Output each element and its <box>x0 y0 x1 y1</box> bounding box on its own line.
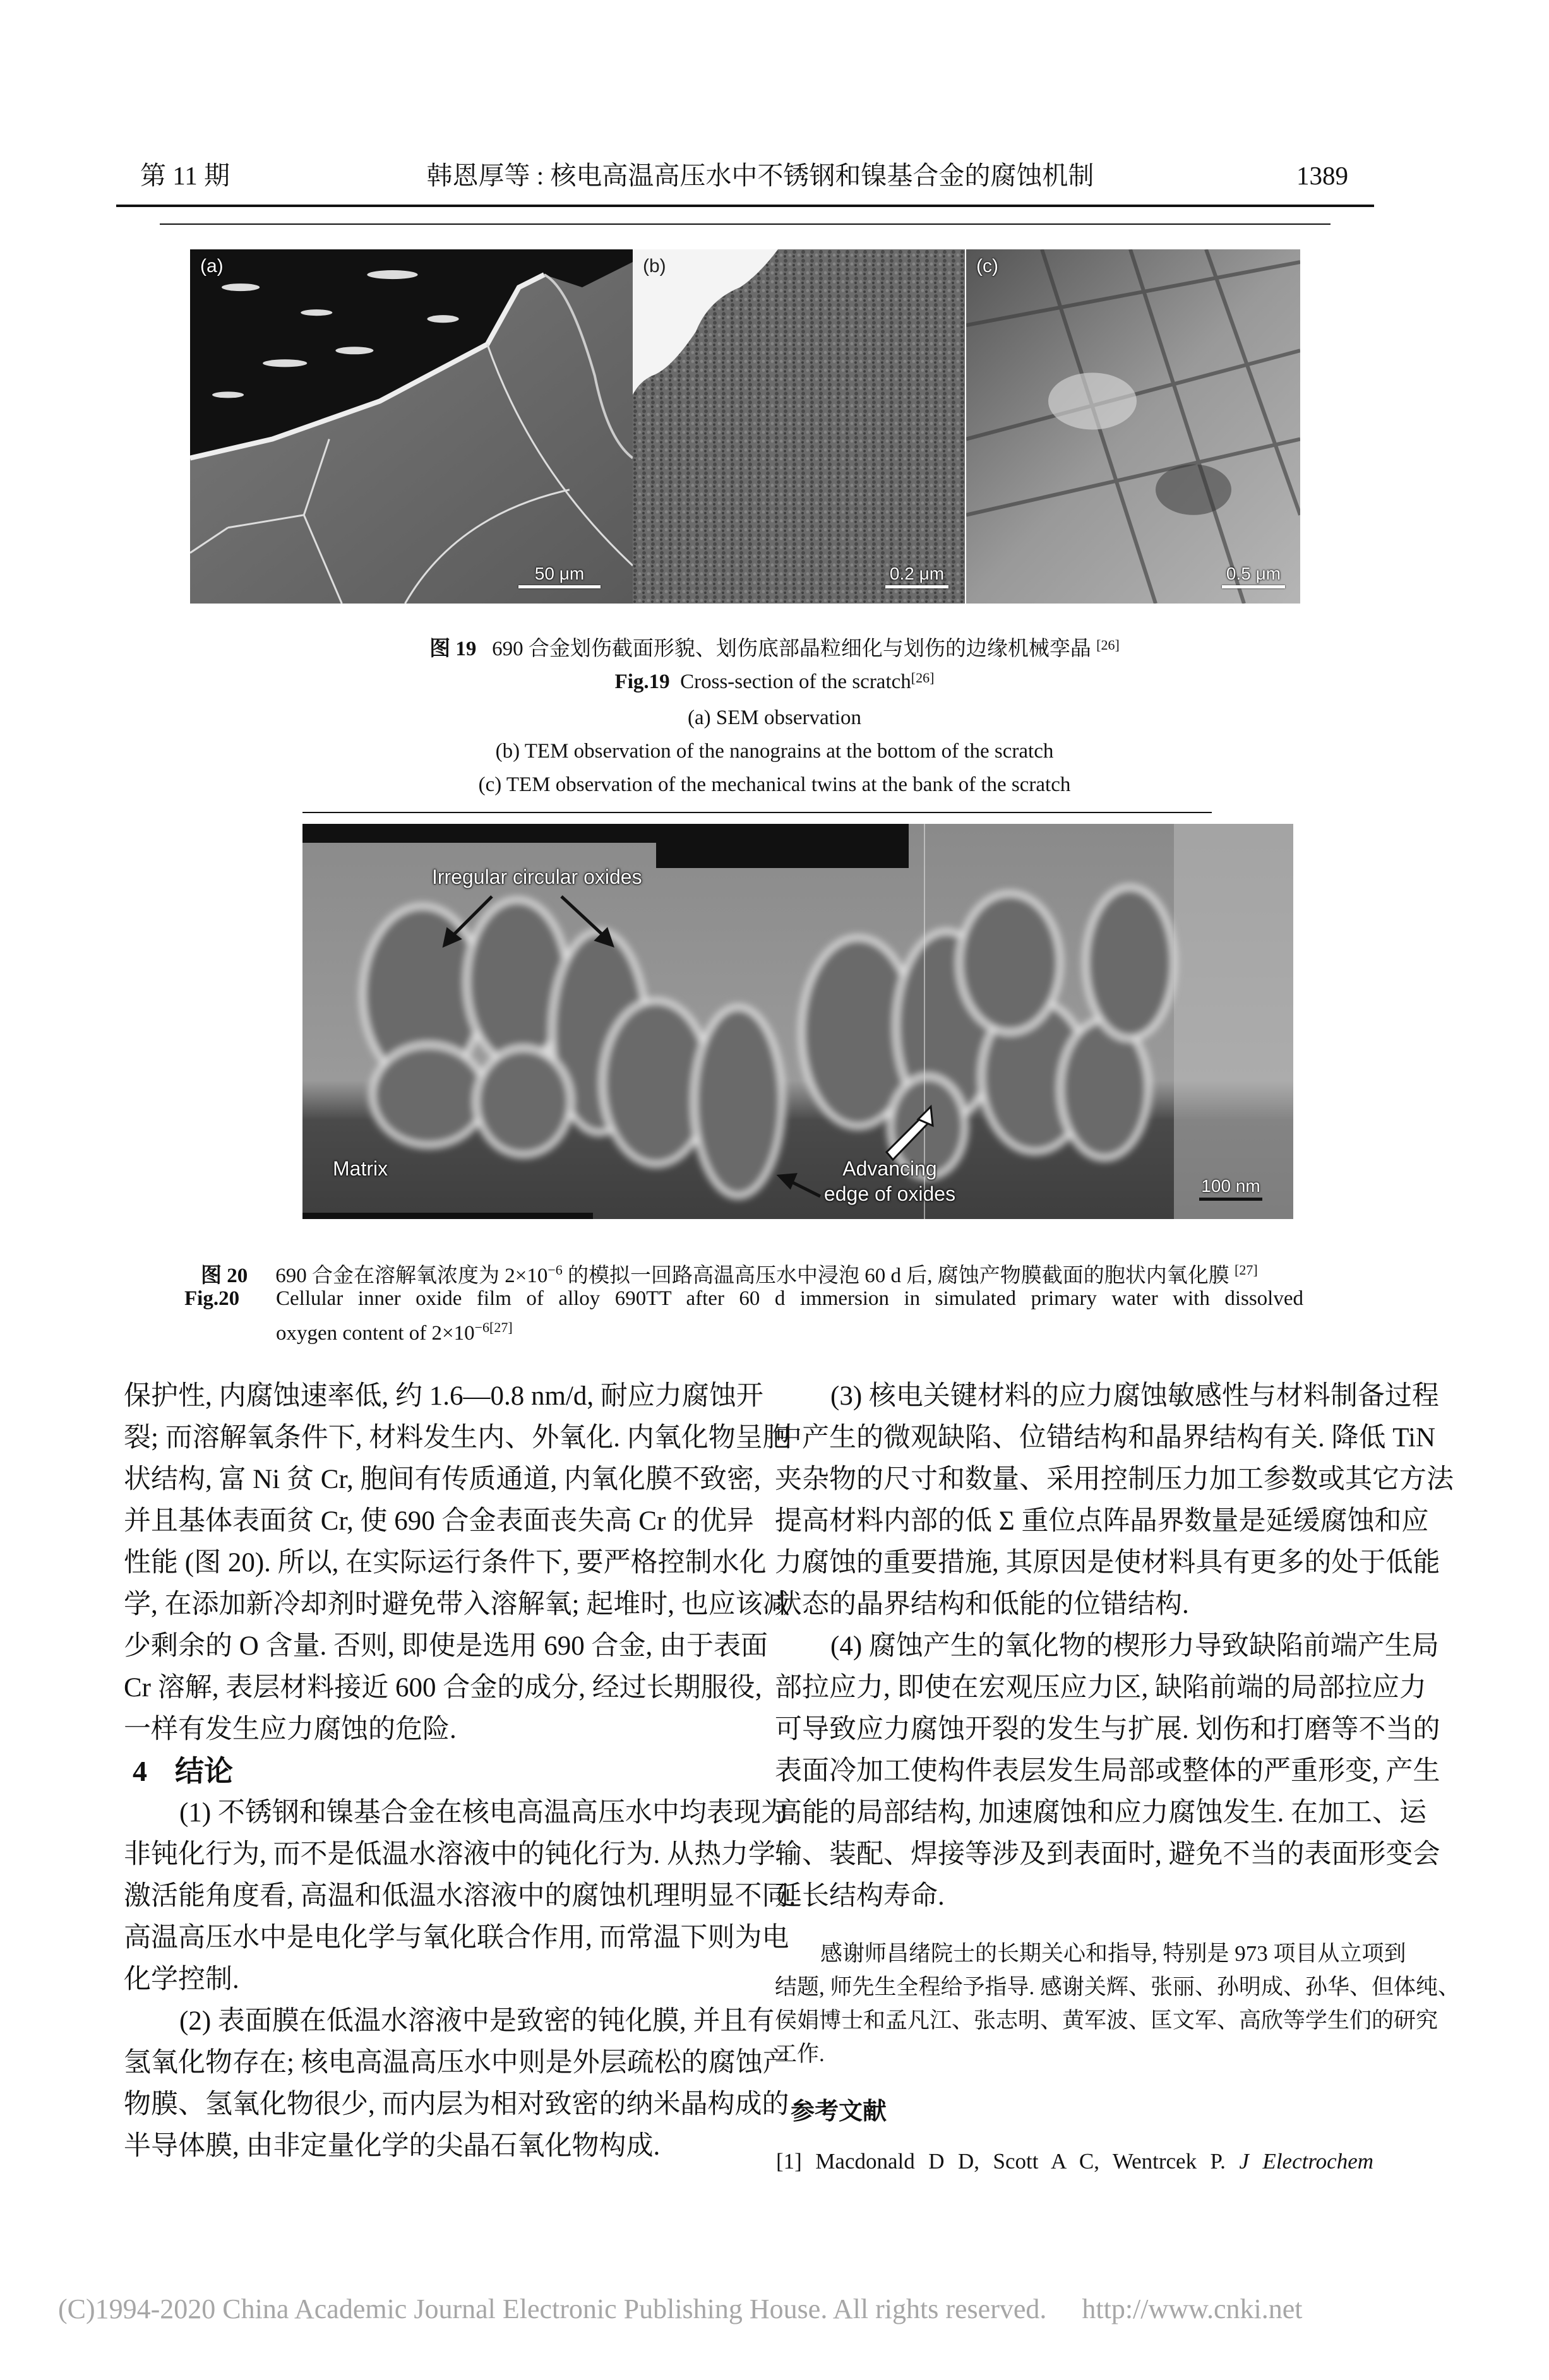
fig19-panel-b-tem-image <box>633 249 965 604</box>
figure-separator-rule <box>302 812 1212 813</box>
fig20-tem-image <box>302 824 1293 1219</box>
fig20-text-cn-pre: 690 合金在溶解氧浓度为 2×10 <box>275 1264 548 1287</box>
text-line: (2) 表面膜在低温水溶液中是致密的钝化膜, 并且有 <box>179 2006 775 2036</box>
tem-nanograins-micrograph <box>633 249 965 604</box>
scale-bar-label: 50 μm <box>534 564 585 583</box>
text-line: 非钝化行为, 而不是低温水溶液中的钝化行为. 从热力学 <box>124 1840 775 1869</box>
fig19-text-cn: 690 合金划伤截面形貌、划伤底部晶粒细化与划伤的边缘机械孪晶 <box>492 638 1091 660</box>
reference-item <box>776 2145 1373 2178</box>
fig20-ref-cn: [27] <box>1235 1262 1258 1278</box>
text-line: 提高材料内部的低 Σ 重位点阵晶界数量是延缓腐蚀和应 <box>775 1506 1429 1536</box>
scale-bar-a <box>518 564 601 588</box>
fig20-text-cn-post: 的模拟一回路高温高压水中浸泡 60 d 后, 腐蚀产物膜截面的胞状内氧化膜 <box>562 1264 1235 1287</box>
panel-label-a: (a) <box>200 256 224 277</box>
text-line: 化学控制. <box>124 1965 239 1994</box>
section-number: 4 <box>133 1755 147 1787</box>
text-line: 半导体膜, 由非定量化学的尖晶石氧化物构成. <box>124 2131 661 2161</box>
copyright-text: (C)1994-2020 China Academic Journal Electronic Publishing House. All rights reserved. <box>58 2294 1047 2324</box>
label-advancing: Advancing <box>842 1157 937 1180</box>
text-line: 侯娟博士和孟凡江、张志明、黄军波、匡文军、高欣等学生们的研究 <box>775 2008 1438 2033</box>
text-line: 学, 在添加新冷却剂时避免带入溶解氧; 起堆时, 也应该减 <box>124 1590 790 1619</box>
text-line: 激活能角度看, 高温和低温水溶液中的腐蚀机理明显不同. <box>124 1881 796 1911</box>
fig19-ref-en: [26] <box>911 670 935 686</box>
fig19-subcaption-b: (b) TEM observation of the nanograins at the bottom of the scratch <box>495 740 1054 763</box>
text-line: 少剩余的 O 含量. 否则, 即使是选用 690 合金, 由于表面 <box>124 1631 769 1661</box>
text-line: 输、装配、焊接等涉及到表面时, 避免不当的表面形变会 <box>775 1840 1440 1869</box>
scale-bar-label: 0.2 μm <box>889 564 945 583</box>
label-edge-of-oxides: edge of oxides <box>823 1182 956 1205</box>
fig19-caption-en <box>0 665 1549 698</box>
text-line: 表面冷加工使构件表层发生局部或整体的严重形变, 产生 <box>775 1756 1440 1786</box>
fig19-ref-cn: [26] <box>1096 637 1120 653</box>
cnki-url[interactable]: http://www.cnki.net <box>1082 2294 1303 2324</box>
text-line: 高能的局部结构, 加速腐蚀和应力腐蚀发生. 在加工、运 <box>775 1798 1426 1828</box>
fig20-caption-en-line2 <box>276 1311 513 1350</box>
reference-authors: Macdonald D D, Scott A C, Wentrcek P. <box>815 2149 1226 2174</box>
tem-twins-micrograph <box>966 249 1300 604</box>
text-line: 高温高压水中是电化学与氧化联合作用, 而常温下则为电 <box>124 1923 789 1953</box>
text-line: 夹杂物的尺寸和数量、采用控制压力加工参数或其它方法 <box>775 1465 1454 1494</box>
reference-number: [1] <box>776 2149 802 2174</box>
text-line: 中产生的微观缺陷、位错结构和晶界结构有关. 降低 TiN <box>775 1423 1436 1453</box>
text-line: (1) 不锈钢和镍基合金在核电高温高压水中均表现为 <box>179 1798 788 1828</box>
text-line: 可导致应力腐蚀开裂的发生与扩展. 划伤和打磨等不当的 <box>775 1715 1440 1744</box>
text-line: 感谢师昌绪院士的长期关心和指导, 特别是 973 项目从立项到 <box>820 1941 1406 1966</box>
fig19-label-en: Fig.19 <box>614 670 670 693</box>
text-line: 部拉应力, 即使在宏观压应力区, 缺陷前端的局部拉应力 <box>775 1673 1426 1703</box>
fig19-caption-cn <box>0 633 1549 665</box>
issue-number: 第 11 期 <box>140 161 230 190</box>
panel-label-b: (b) <box>643 256 666 277</box>
text-line: 物膜、氢氧化物很少, 而内层为相对致密的纳米晶构成的 <box>124 2090 789 2119</box>
scale-bar-100nm <box>1199 1176 1262 1201</box>
text-line: 保护性, 内腐蚀速率低, 约 1.6—0.8 nm/d, 耐应力腐蚀开 <box>124 1381 763 1411</box>
acknowledgement <box>775 1937 1461 2071</box>
scale-bar-label: 0.5 μm <box>1226 564 1281 583</box>
fig20-label-en: Fig.20 <box>184 1287 240 1310</box>
header-rule <box>116 205 1374 207</box>
text-line: (4) 腐蚀产生的氧化物的楔形力导致缺陷前端产生局 <box>830 1631 1439 1661</box>
text-line: 工作. <box>775 2042 825 2066</box>
body-right-column <box>775 1376 1454 1917</box>
label-irregular-circular-oxides: Irregular circular oxides <box>432 866 642 888</box>
page-number: 1389 <box>1296 161 1348 190</box>
text-line: 延长结构寿命. <box>775 1881 945 1911</box>
running-title: 韩恩厚等 : 核电高温高压水中不锈钢和镍基合金的腐蚀机制 <box>426 161 1094 190</box>
fig20-text-en-line2: oxygen content of 2×10 <box>276 1322 475 1345</box>
scale-bar-c <box>1222 564 1285 588</box>
copyright-footer <box>58 2293 1302 2326</box>
text-line: 氢氧化物存在; 核电高温高压水中则是外层疏松的腐蚀产 <box>124 2048 790 2078</box>
fig19-subcaption-c: (c) TEM observation of the mechanical twins at the bank of the scratch <box>478 773 1071 796</box>
section-title: 结论 <box>175 1755 233 1787</box>
text-line: 裂; 而溶解氧条件下, 材料发生内、外氧化. 内氧化物呈胞 <box>124 1423 790 1453</box>
text-line: 结题, 师先生全程给予指导. 感谢关辉、张丽、孙明成、孙华、但体纯、 <box>775 1975 1461 1999</box>
body-left-column <box>124 1376 796 2167</box>
sem-micrograph <box>190 249 633 604</box>
text-line: 力腐蚀的重要措施, 其原因是使材料具有更多的处于低能 <box>775 1548 1440 1578</box>
fig19-subcaption-a: (a) SEM observation <box>688 706 861 729</box>
scale-bar-label: 100 nm <box>1201 1176 1260 1196</box>
fig20-sup-en: −6[27] <box>474 1319 513 1335</box>
fig19-label-cn: 图 19 <box>429 638 477 660</box>
reference-journal: J Electrochem <box>1239 2149 1373 2174</box>
fig20-caption-en-line1: Cellular inner oxide film of alloy 690TT after 60 d immersion in simulated primary water with dissolved <box>276 1287 1303 1310</box>
text-line: (3) 核电关键材料的应力腐蚀敏感性与材料制备过程 <box>830 1381 1439 1411</box>
text-line: 一样有发生应力腐蚀的危险. <box>124 1715 457 1744</box>
fig20-exp-cn: −6 <box>547 1262 563 1278</box>
fig19-text-en: Cross-section of the scratch <box>680 670 911 693</box>
figure-top-rule <box>160 223 1331 225</box>
scale-bar-b <box>885 564 948 588</box>
references-heading: 参考文献 <box>791 2098 887 2125</box>
fig19-panel-a-sem-image <box>190 249 633 604</box>
section-heading <box>124 1751 720 1792</box>
text-line: Cr 溶解, 表层材料接近 600 合金的成分, 经过长期服役, <box>124 1673 762 1703</box>
text-line: 性能 (图 20). 所以, 在实际运行条件下, 要严格控制水化 <box>124 1548 767 1578</box>
text-line: 并且基体表面贫 Cr, 使 690 合金表面丧失高 Cr 的优异 <box>124 1506 755 1536</box>
text-line: 状结构, 富 Ni 贫 Cr, 胞间有传质通道, 内氧化膜不致密, <box>124 1465 761 1494</box>
label-matrix: Matrix <box>333 1157 388 1180</box>
text-line: 状态的晶界结构和低能的位错结构. <box>775 1590 1189 1619</box>
panel-label-c: (c) <box>976 256 998 277</box>
fig19-panel-c-tem-image <box>966 249 1300 604</box>
fig20-label-cn: 图 20 <box>201 1264 248 1287</box>
